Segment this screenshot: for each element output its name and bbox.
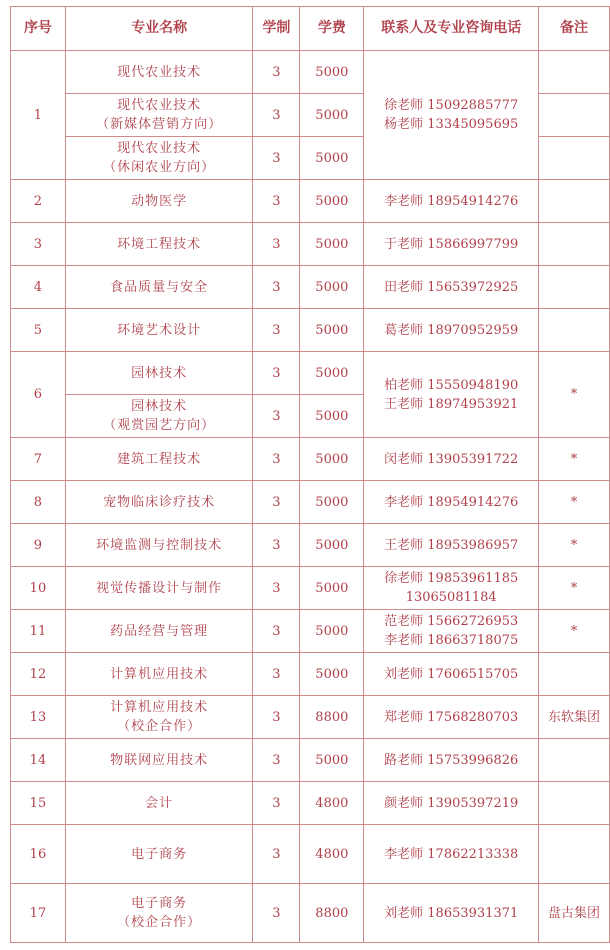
row-note: * [539,481,610,524]
row-note [539,94,610,137]
row-years: 3 [253,266,300,309]
row-contact [364,782,539,825]
major-name-line: 物联网应用技术 [110,752,209,768]
row-fee: 5000 [300,481,364,524]
contact-line: 徐老师 19853961185 [384,571,519,586]
table-row [11,481,610,524]
table-row [11,180,610,223]
row-years: 3 [253,223,300,266]
row-contact [364,309,539,352]
row-major-name [65,223,253,266]
major-name-line: 药品经营与管理 [110,623,209,639]
row-note [539,825,610,884]
row-contact [364,524,539,567]
major-name-line: （休闲农业方向） [103,160,216,175]
row-contact [364,223,539,266]
row-note [539,653,610,696]
major-name-line: 电子商务 [131,846,188,862]
row-note: 盘古集团 [539,884,610,943]
row-note: * [539,438,610,481]
row-years: 3 [253,94,300,137]
row-major-name [65,438,253,481]
row-seq: 10 [11,567,66,610]
major-name-line: 计算机应用技术 [110,666,209,682]
row-major-name [65,610,253,653]
row-years: 3 [253,137,300,180]
row-major-name [65,266,253,309]
row-years: 3 [253,180,300,223]
row-contact [364,51,539,180]
table-row [11,352,610,395]
row-major-name [65,180,253,223]
row-major-name [65,51,253,94]
row-major-name [65,352,253,395]
contact-line: 颜老师 13905397219 [384,795,519,811]
row-contact [364,825,539,884]
row-seq: 14 [11,739,66,782]
row-contact [364,567,539,610]
row-contact [364,884,539,943]
header-years: 学制 [253,7,300,51]
row-fee: 5000 [300,309,364,352]
row-major-name [65,696,253,739]
row-fee: 8800 [300,696,364,739]
row-years: 3 [253,352,300,395]
row-seq: 2 [11,180,66,223]
header-major: 专业名称 [65,7,253,51]
row-fee: 4800 [300,825,364,884]
table-row [11,309,610,352]
row-major-name [65,309,253,352]
major-table [10,6,610,943]
row-fee: 5000 [300,438,364,481]
row-note [539,739,610,782]
row-years: 3 [253,782,300,825]
row-seq: 4 [11,266,66,309]
row-years: 3 [253,739,300,782]
header-seq: 序号 [11,7,66,51]
row-years: 3 [253,524,300,567]
row-seq: 5 [11,309,66,352]
row-major-name [65,782,253,825]
row-contact [364,739,539,782]
row-years: 3 [253,653,300,696]
row-note [539,180,610,223]
row-fee: 5000 [300,137,364,180]
row-note [539,51,610,94]
table-body [11,51,610,943]
major-name-line: 计算机应用技术 [110,700,209,715]
contact-line: 13065081184 [405,590,497,605]
table-row [11,223,610,266]
row-fee: 5000 [300,94,364,137]
header-row [11,7,610,51]
row-contact [364,653,539,696]
row-major-name [65,481,253,524]
major-name-line: 视觉传播设计与制作 [96,580,223,596]
major-name-line: 现代农业技术 [117,98,202,113]
table-row [11,438,610,481]
contact-line: 刘老师 18653931371 [384,905,519,921]
major-name-line: 环境艺术设计 [117,322,202,338]
row-seq: 8 [11,481,66,524]
header-contact: 联系人及专业咨询电话 [364,7,539,51]
row-fee: 5000 [300,266,364,309]
table-row [11,825,610,884]
row-fee: 5000 [300,223,364,266]
row-contact [364,266,539,309]
row-years: 3 [253,567,300,610]
row-years: 3 [253,610,300,653]
row-fee: 5000 [300,739,364,782]
major-name-line: 宠物临床诊疗技术 [103,494,216,510]
major-name-line: 建筑工程技术 [117,451,202,467]
row-note [539,782,610,825]
row-seq: 1 [11,51,66,180]
row-years: 3 [253,884,300,943]
row-seq: 9 [11,524,66,567]
row-years: 3 [253,309,300,352]
major-name-line: （新媒体营销方向） [96,117,223,132]
contact-line: 于老师 15866997799 [384,236,519,252]
row-years: 3 [253,825,300,884]
row-seq: 7 [11,438,66,481]
major-name-line: （校企合作） [117,915,202,930]
table-row [11,610,610,653]
row-fee: 5000 [300,51,364,94]
row-major-name [65,94,253,137]
row-seq: 6 [11,352,66,438]
row-fee: 5000 [300,395,364,438]
contact-line: 王老师 18953986957 [384,537,519,553]
row-note [539,266,610,309]
major-name-line: （观赏园艺方向） [103,418,216,433]
row-contact [364,438,539,481]
row-fee: 5000 [300,524,364,567]
row-years: 3 [253,51,300,94]
row-contact [364,610,539,653]
row-note: * [539,524,610,567]
major-name-line: 现代农业技术 [117,141,202,156]
header-note: 备注 [539,7,610,51]
table-row [11,51,610,94]
table-row [11,782,610,825]
major-name-line: 会计 [145,795,174,811]
row-fee: 5000 [300,567,364,610]
contact-line: 葛老师 18970952959 [384,322,519,338]
row-note: 东软集团 [539,696,610,739]
contact-line: 刘老师 17606515705 [384,666,519,682]
row-seq: 3 [11,223,66,266]
table-row [11,696,610,739]
contact-line: 杨老师 13345095695 [384,117,519,132]
row-major-name [65,825,253,884]
row-major-name [65,524,253,567]
row-seq: 16 [11,825,66,884]
row-note [539,137,610,180]
table-row [11,524,610,567]
contact-line: 路老师 15753996826 [384,752,519,768]
contact-line: 李老师 18954914276 [384,494,519,510]
table-row [11,739,610,782]
major-name-line: 环境工程技术 [117,236,202,252]
major-name-line: 电子商务 [131,896,188,911]
row-fee: 4800 [300,782,364,825]
row-years: 3 [253,438,300,481]
row-seq: 12 [11,653,66,696]
header-fee: 学费 [300,7,364,51]
row-note: * [539,352,610,438]
contact-line: 李老师 17862213338 [384,846,519,862]
major-name-line: 园林技术 [131,365,188,381]
row-note [539,223,610,266]
major-name-line: 环境监测与控制技术 [96,537,223,553]
row-major-name [65,137,253,180]
page [10,6,610,943]
contact-line: 范老师 15662726953 [384,614,519,629]
row-fee: 5000 [300,653,364,696]
row-note [539,309,610,352]
major-name-line: 食品质量与安全 [110,279,209,295]
row-contact [364,180,539,223]
contact-line: 郑老师 17568280703 [384,709,519,725]
row-seq: 11 [11,610,66,653]
row-contact [364,481,539,524]
row-years: 3 [253,395,300,438]
row-years: 3 [253,696,300,739]
row-seq: 13 [11,696,66,739]
row-major-name [65,884,253,943]
row-major-name [65,395,253,438]
row-fee: 5000 [300,352,364,395]
row-major-name [65,653,253,696]
row-fee: 8800 [300,884,364,943]
contact-line: 徐老师 15092885777 [384,98,519,113]
contact-line: 王老师 18974953921 [384,396,519,412]
row-contact [364,696,539,739]
row-years: 3 [253,481,300,524]
major-name-line: 现代农业技术 [117,64,202,80]
table-row [11,266,610,309]
row-note: * [539,567,610,610]
row-fee: 5000 [300,610,364,653]
table-row [11,653,610,696]
row-major-name [65,567,253,610]
row-major-name [65,739,253,782]
major-name-line: 园林技术 [131,399,188,414]
major-name-line: （校企合作） [117,719,202,734]
row-seq: 17 [11,884,66,943]
row-note: * [539,610,610,653]
contact-line: 李老师 18954914276 [384,193,519,209]
row-seq: 15 [11,782,66,825]
table-row [11,884,610,943]
contact-line: 田老师 15653972925 [384,279,519,295]
row-contact [364,352,539,438]
major-name-line: 动物医学 [131,193,188,209]
contact-line: 李老师 18663718075 [384,633,519,648]
contact-line: 闵老师 13905391722 [384,451,519,467]
row-fee: 5000 [300,180,364,223]
table-row [11,567,610,610]
contact-line: 柏老师 15550948190 [384,377,519,393]
